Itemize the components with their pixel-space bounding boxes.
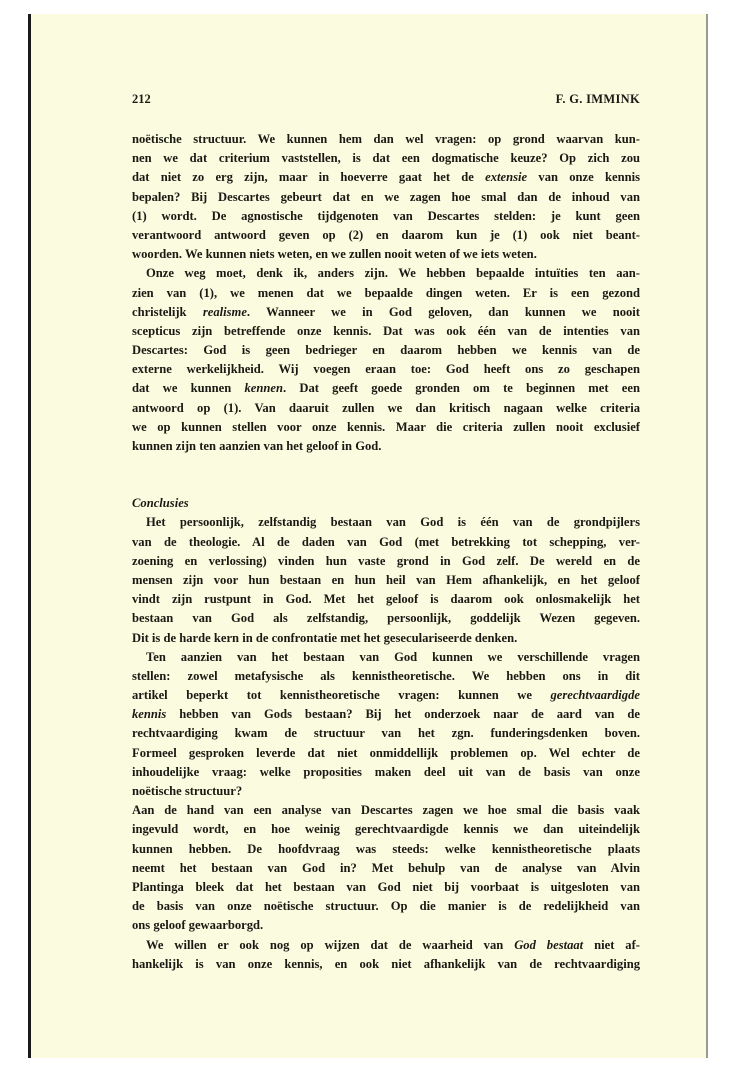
text-line: ingevuld wordt, en hoe weinig gerechtvaardigde kennis we dan uiteindelijk [132, 822, 640, 837]
text-line: Ten aanzien van het bestaan van God kunnen we verschillende vragen [146, 649, 640, 664]
emphasis: God bestaat [514, 937, 584, 952]
text-line: kunnen hebben. De hoofdvraag was steeds: welke kennistheoretische plaats [132, 841, 640, 856]
text-line: zien van (1), we menen dat we bepaalde dingen weten. Er is een gezond [132, 285, 640, 300]
emphasis: extensie [485, 170, 528, 185]
emphasis: realisme [202, 304, 247, 319]
section-heading: Conclusies [132, 496, 189, 511]
text-line: Formeel gesproken leverde dat niet onmiddellijk problemen op. Wel echter de [132, 745, 640, 760]
text-line: christelijk realisme. Wanneer we in God geloven, dan kunnen we nooit [132, 304, 640, 319]
text-line: de basis van onze noëtische structuur. Op die manier is de redelijkheid van [132, 899, 640, 914]
text-line: neemt het bestaan van God in? Met behulp van de analyse van Alvin [132, 860, 640, 875]
text-line: bestaan van God als zelfstandig, persoonlijk, goddelijk Wezen gegeven. [132, 611, 640, 626]
page-edge-right [706, 14, 708, 1058]
text-line: rechtvaardiging kwam de structuur van het zgn. funderingsdenken boven. [132, 726, 640, 741]
page-number: 212 [132, 92, 151, 106]
text-line: hankelijk is van onze kennis, en ook niet afhankelijk van de rechtvaardiging [132, 956, 640, 971]
text-line: nen we dat criterium vaststellen, is dat een dogmatische keuze? Op zich zou [132, 151, 640, 166]
text-line: van de theologie. Al de daden van God (met betrekking tot schepping, ver- [132, 534, 640, 549]
emphasis: kennis [132, 707, 167, 722]
text-line: woorden. We kunnen niets weten, en we zullen nooit weten of we iets weten. [132, 247, 537, 262]
text-line: artikel beperkt tot kennistheoretische vragen: kunnen we gerechtvaardigde [132, 688, 640, 703]
text-line: inhoudelijke vraag: welke proposities maken deel uit van de basis van onze [132, 764, 640, 779]
text-line: ons geloof gewaarborgd. [132, 918, 264, 933]
text-line: verantwoord antwoord geven op (2) en daarom kun je (1) ook niet beant- [132, 227, 640, 242]
body-text [132, 130, 640, 974]
text-line: stellen: zowel metafysische als kennistheoretische. We hebben ons in dit [132, 668, 640, 683]
page-edge-left [28, 14, 31, 1058]
emphasis: kennen [244, 381, 283, 396]
text-line: scepticus zijn betreffende onze kennis. Dat was ook één van de intenties van [132, 323, 640, 338]
text-line: Het persoonlijk, zelfstandig bestaan van God is één van de grondpijlers [146, 515, 640, 530]
text-line: We willen er ook nog op wijzen dat de waarheid van God bestaat niet af- [146, 937, 640, 952]
text-line: mensen zijn voor hun bestaan en hun heil van Hem afhankelijk, en het geloof [132, 572, 640, 587]
text-line: antwoord op (1). Van daaruit zullen we dan kritisch nagaan welke criteria [132, 400, 640, 415]
running-head-author: F. G. IMMINK [555, 92, 640, 106]
text-line: Aan de hand van een analyse van Descartes zagen we hoe smal die basis vaak [132, 803, 640, 818]
text-line: kennis hebben van Gods bestaan? Bij het onderzoek naar de aard van de [132, 707, 640, 722]
text-line: zoening en verlossing) vinden hun vaste grond in God zelf. De wereld en de [132, 553, 640, 568]
text-line: kunnen zijn ten aanzien van het geloof in God. [132, 439, 382, 453]
text-line: vindt zijn rustpunt in God. Met het geloof is daarom ook onlosmakelijk het [132, 592, 640, 607]
text-line: Onze weg moet, denk ik, anders zijn. We hebben bepaalde intuïties ten aan- [146, 266, 640, 281]
text-line: we op kunnen stellen voor onze kennis. Maar die criteria zullen nooit exclusief [132, 419, 640, 434]
running-header [132, 92, 640, 108]
text-line: dat we kunnen kennen. Dat geeft goede gronden om te beginnen met een [132, 381, 640, 396]
text-line: (1) wordt. De agnostische tijdgenoten van Descartes stelden: je kunt geen [132, 208, 640, 223]
text-line: noëtische structuur? [132, 784, 243, 798]
text-line: dat niet zo erg zijn, maar in hoeverre gaat het de extensie van onze kennis [132, 170, 640, 185]
emphasis: gerechtvaardigde [550, 688, 640, 703]
text-line: Descartes: God is geen bedrieger en daarom hebben we kennis van de [132, 343, 640, 358]
text-line: externe werkelijkheid. Wij voegen eraan toe: God heeft ons zo geschapen [132, 362, 640, 377]
text-line: noëtische structuur. We kunnen hem dan wel vragen: op grond waarvan kun- [132, 132, 640, 146]
text-line: Dit is de harde kern in de confrontatie met het geseculariseerde denken. [132, 630, 518, 645]
text-line: bepalen? Bij Descartes gebeurt dat en we zagen hoe smal dan de inhoud van [132, 189, 640, 204]
text-line: Plantinga bleek dat het bestaan van God niet bij voorbaat is uitgesloten van [132, 879, 640, 894]
